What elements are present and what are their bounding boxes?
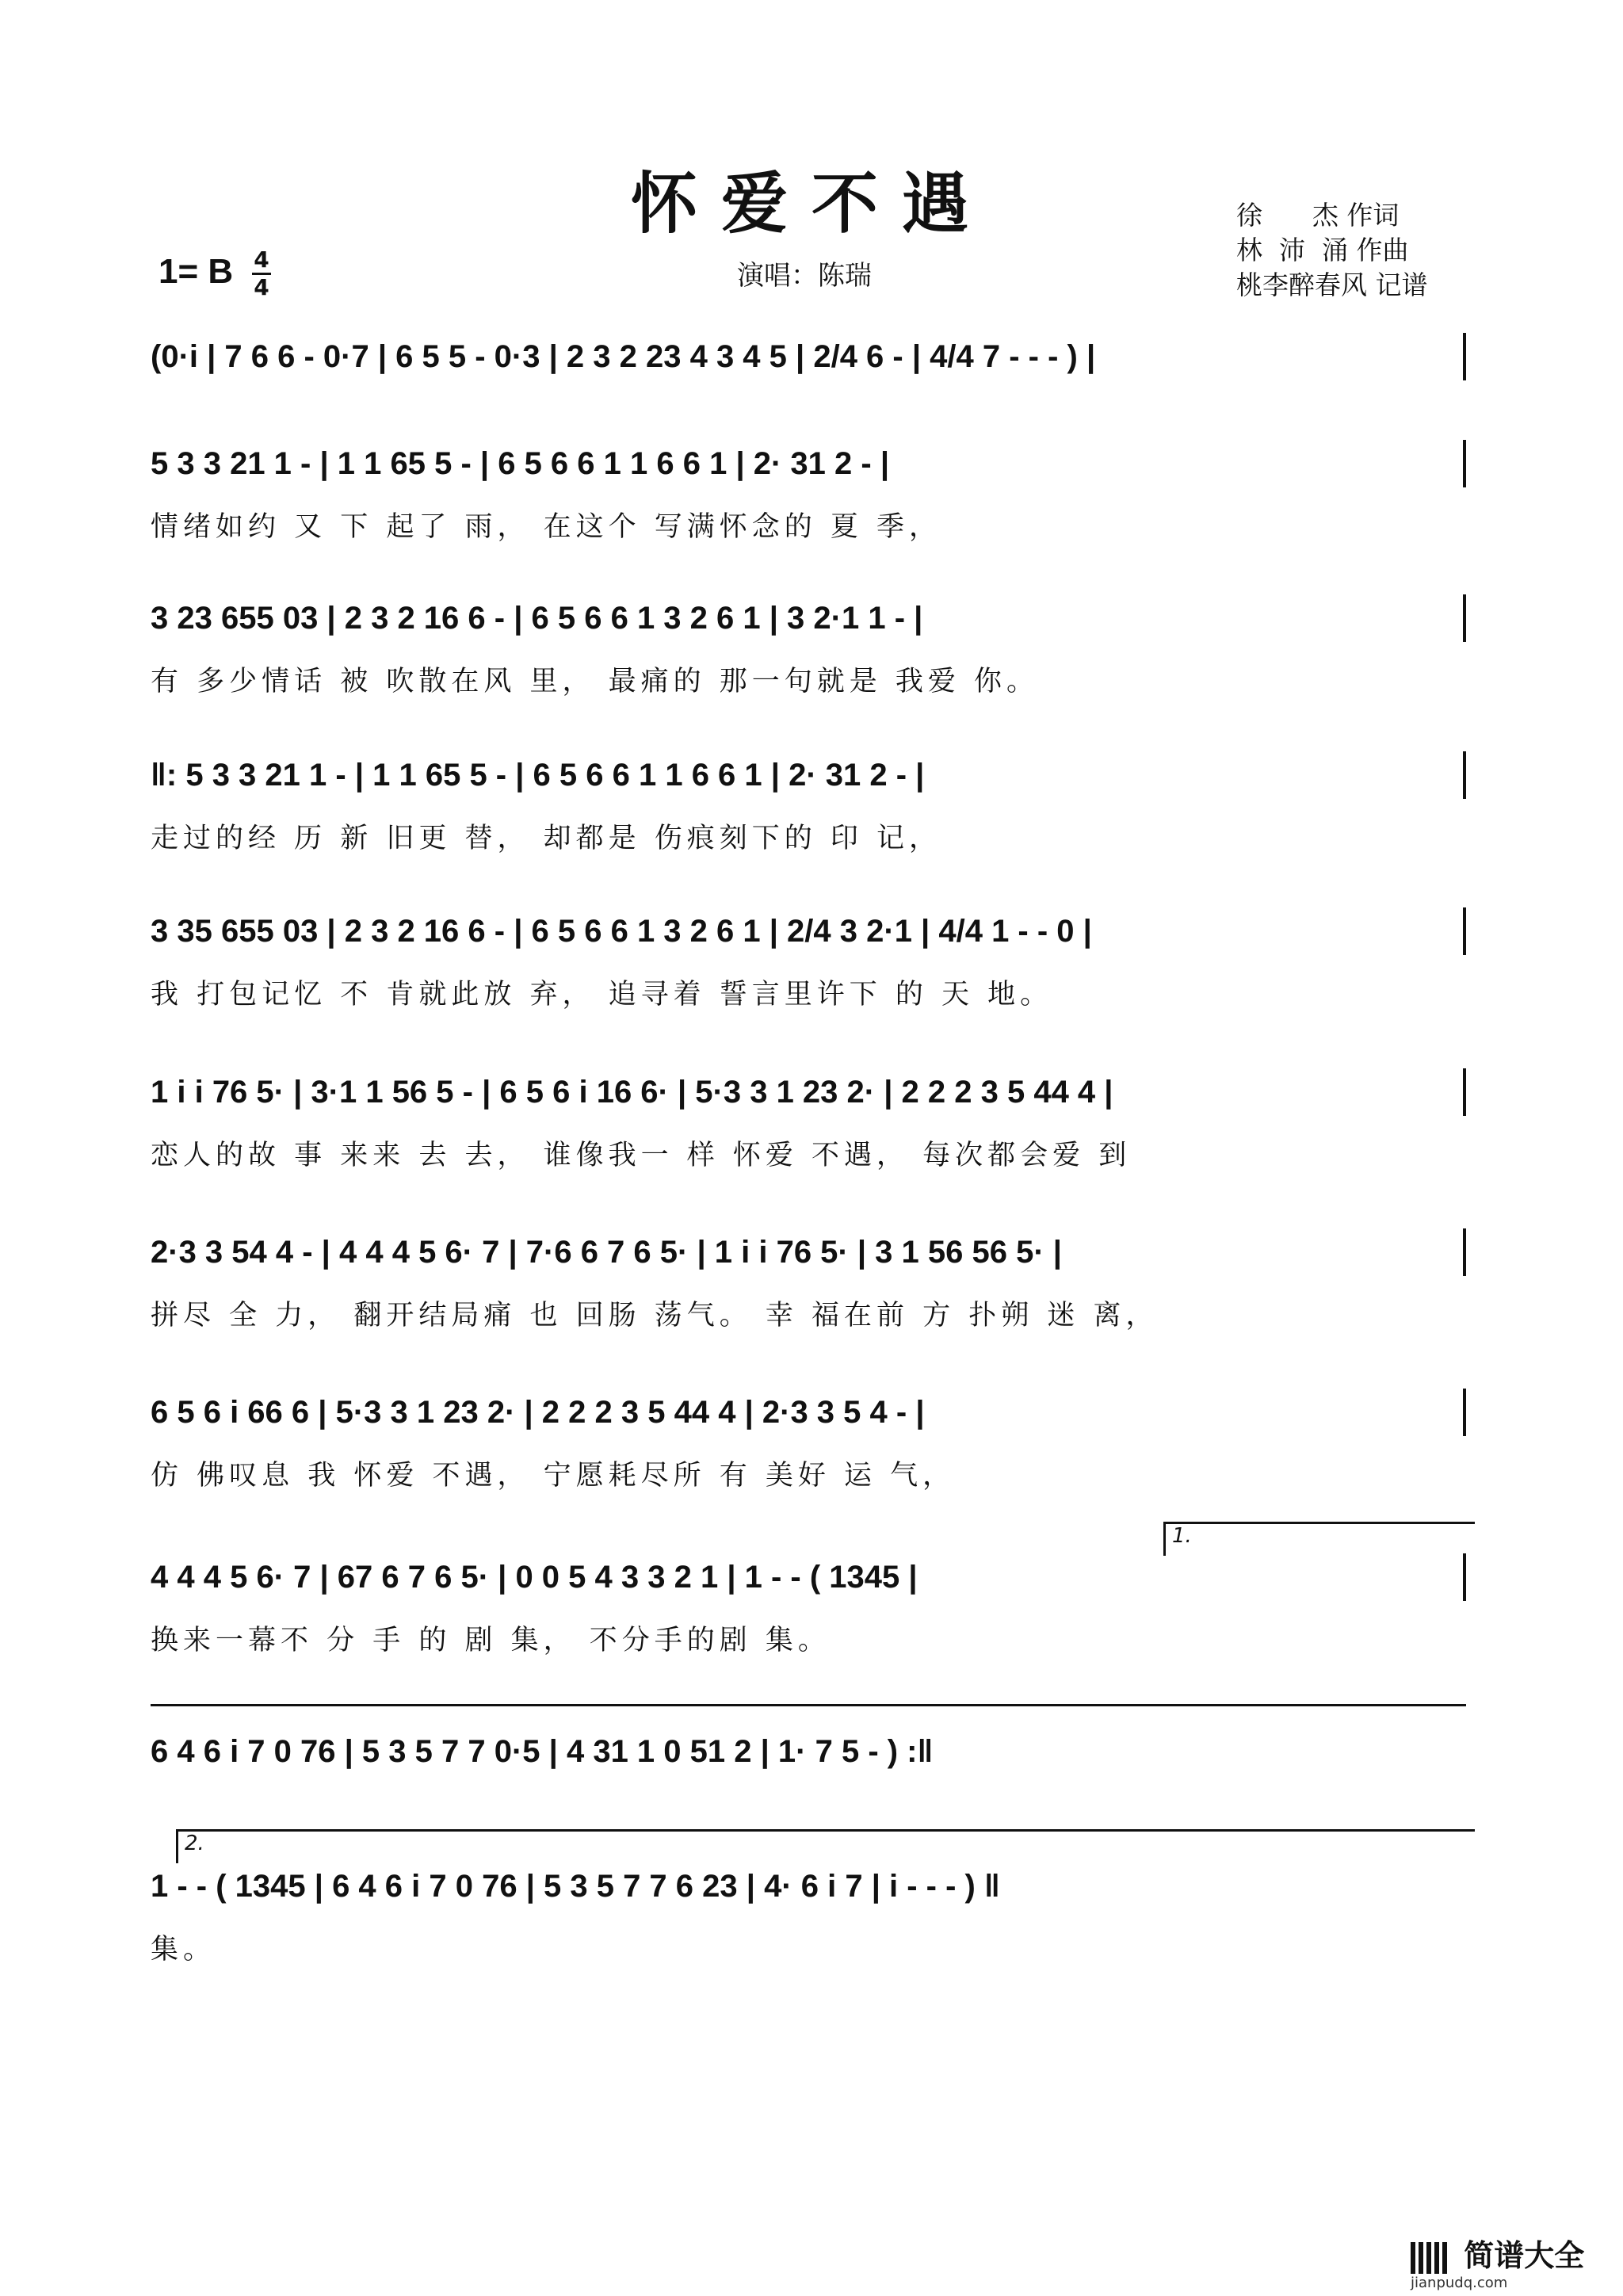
notation-line: 5 3 3 21 1 - | 1 1 65 5 - | 6 5 6 6 1 1 6 6 1 | 2· 31 2 - | [151, 440, 1466, 487]
notation-line: 1 i i 76 5· | 3·1 1 56 5 - | 6 5 6 i 16 6· | 5·3 3 1 23 2· | 2 2 2 3 5 44 4 | [151, 1068, 1466, 1116]
lyrics-line: 恋人的故 事 来来 去 去， 谁像我一 样 怀爱 不遇， 每次都会爱 到 [151, 1140, 1132, 1171]
transcriber-credit: 桃李醉春风 记谱 [1236, 269, 1428, 300]
composer-credit: 林 沛 涌 作曲 [1236, 235, 1409, 266]
notation-line: ‖: 5 3 3 21 1 - | 1 1 65 5 - | 6 5 6 6 1 1 6 6 1 | 2· 31 2 - | [151, 751, 1466, 799]
notation-line: 6 4 6 i 7 0 76 | 5 3 5 7 7 0·5 | 4 31 1 0 51 2 | 1· 7 5 - ) :‖ [151, 1733, 934, 1769]
time-signature-top: 4 [254, 246, 269, 273]
score-row [151, 907, 1466, 1012]
piano-keys-icon [1411, 2242, 1447, 2274]
notation-line: 1 - - ( 1345 | 6 4 6 i 7 0 76 | 5 3 5 7 7 6 23 | 4· 6 i 7 | i - - - ) ‖ [151, 1868, 1000, 1904]
time-signature-bottom: 4 [254, 274, 269, 300]
score-row [151, 1728, 1466, 1775]
volta-1: 1. [1163, 1522, 1475, 1556]
system-top-line [151, 1704, 1466, 1706]
notation-line: 3 23 655 03 | 2 3 2 16 6 - | 6 5 6 6 1 3 2 6 1 | 3 2·1 1 - | [151, 594, 1466, 642]
lyrics-line: 我 打包记忆 不 肯就此放 弃， 追寻着 誓言里许下 的 天 地。 [151, 979, 1053, 1010]
score-row [151, 751, 1466, 856]
page-title: 怀爱不遇 [630, 164, 992, 243]
score-row [151, 1553, 1466, 1658]
score-row [151, 333, 1466, 380]
notation-line: (0·i | 7 6 6 - 0·7 | 6 5 5 - 0·3 | 2 3 2 23 4 3 4 5 | 2/4 6 - | 4/4 7 - - - ) | [151, 333, 1466, 380]
score-row [151, 594, 1466, 699]
score-row [151, 1862, 1466, 1967]
notation-line: 3 35 655 03 | 2 3 2 16 6 - | 6 5 6 6 1 3 2 6 1 | 2/4 3 2·1 | 4/4 1 - - 0 | [151, 907, 1466, 955]
notation-line: 4 4 4 5 6· 7 | 67 6 7 6 5· | 0 0 5 4 3 3 2 1 | 1 - - ( 1345 | [151, 1553, 1466, 1601]
time-signature [252, 247, 271, 300]
score-row [151, 1389, 1466, 1493]
logo-name: 简谱大全 [1464, 2238, 1585, 2273]
notation-line: 6 5 6 i 66 6 | 5·3 3 1 23 2· | 2 2 2 3 5 44 4 | 2·3 3 5 4 - | [151, 1389, 1466, 1436]
lyrics-line: 集。 [151, 1934, 216, 1966]
lyrics-line: 走过的经 历 新 旧更 替， 却都是 伤痕刻下的 印 记， [151, 823, 942, 854]
notation-line: 2·3 3 54 4 - | 4 4 4 5 6· 7 | 7·6 6 7 6 5· | 1 i i 76 5· | 3 1 56 56 5· | [151, 1228, 1466, 1276]
lyrics-line: 换来一幕不 分 手 的 剧 集， 不分手的剧 集。 [151, 1625, 831, 1656]
singer-credit: 演唱：陈瑞 [737, 260, 872, 292]
score-row [151, 440, 1466, 544]
lyrics-line: 有 多少情话 被 吹散在风 里， 最痛的 那一句就是 我爱 你。 [151, 666, 1040, 697]
key-signature: 1= B [158, 252, 234, 291]
score-row [151, 1068, 1466, 1173]
score-row [151, 1228, 1466, 1333]
credits [1236, 198, 1428, 303]
lyrics-line: 拼尽 全 力， 翻开结局痛 也 回肠 荡气。 幸 福在前 方 扑朔 迷 离， [151, 1300, 1159, 1331]
volta-2: 2. [176, 1829, 1475, 1863]
logo-url: jianpudq.com [1411, 2275, 1508, 2291]
site-logo [1411, 2231, 1584, 2291]
lyricist-credit: 徐 杰 作词 [1236, 200, 1400, 231]
lyrics-line: 情绪如约 又 下 起了 雨， 在这个 写满怀念的 夏 季， [151, 511, 942, 543]
lyrics-line: 仿 佛叹息 我 怀爱 不遇， 宁愿耗尽所 有 美好 运 气， [151, 1460, 956, 1492]
